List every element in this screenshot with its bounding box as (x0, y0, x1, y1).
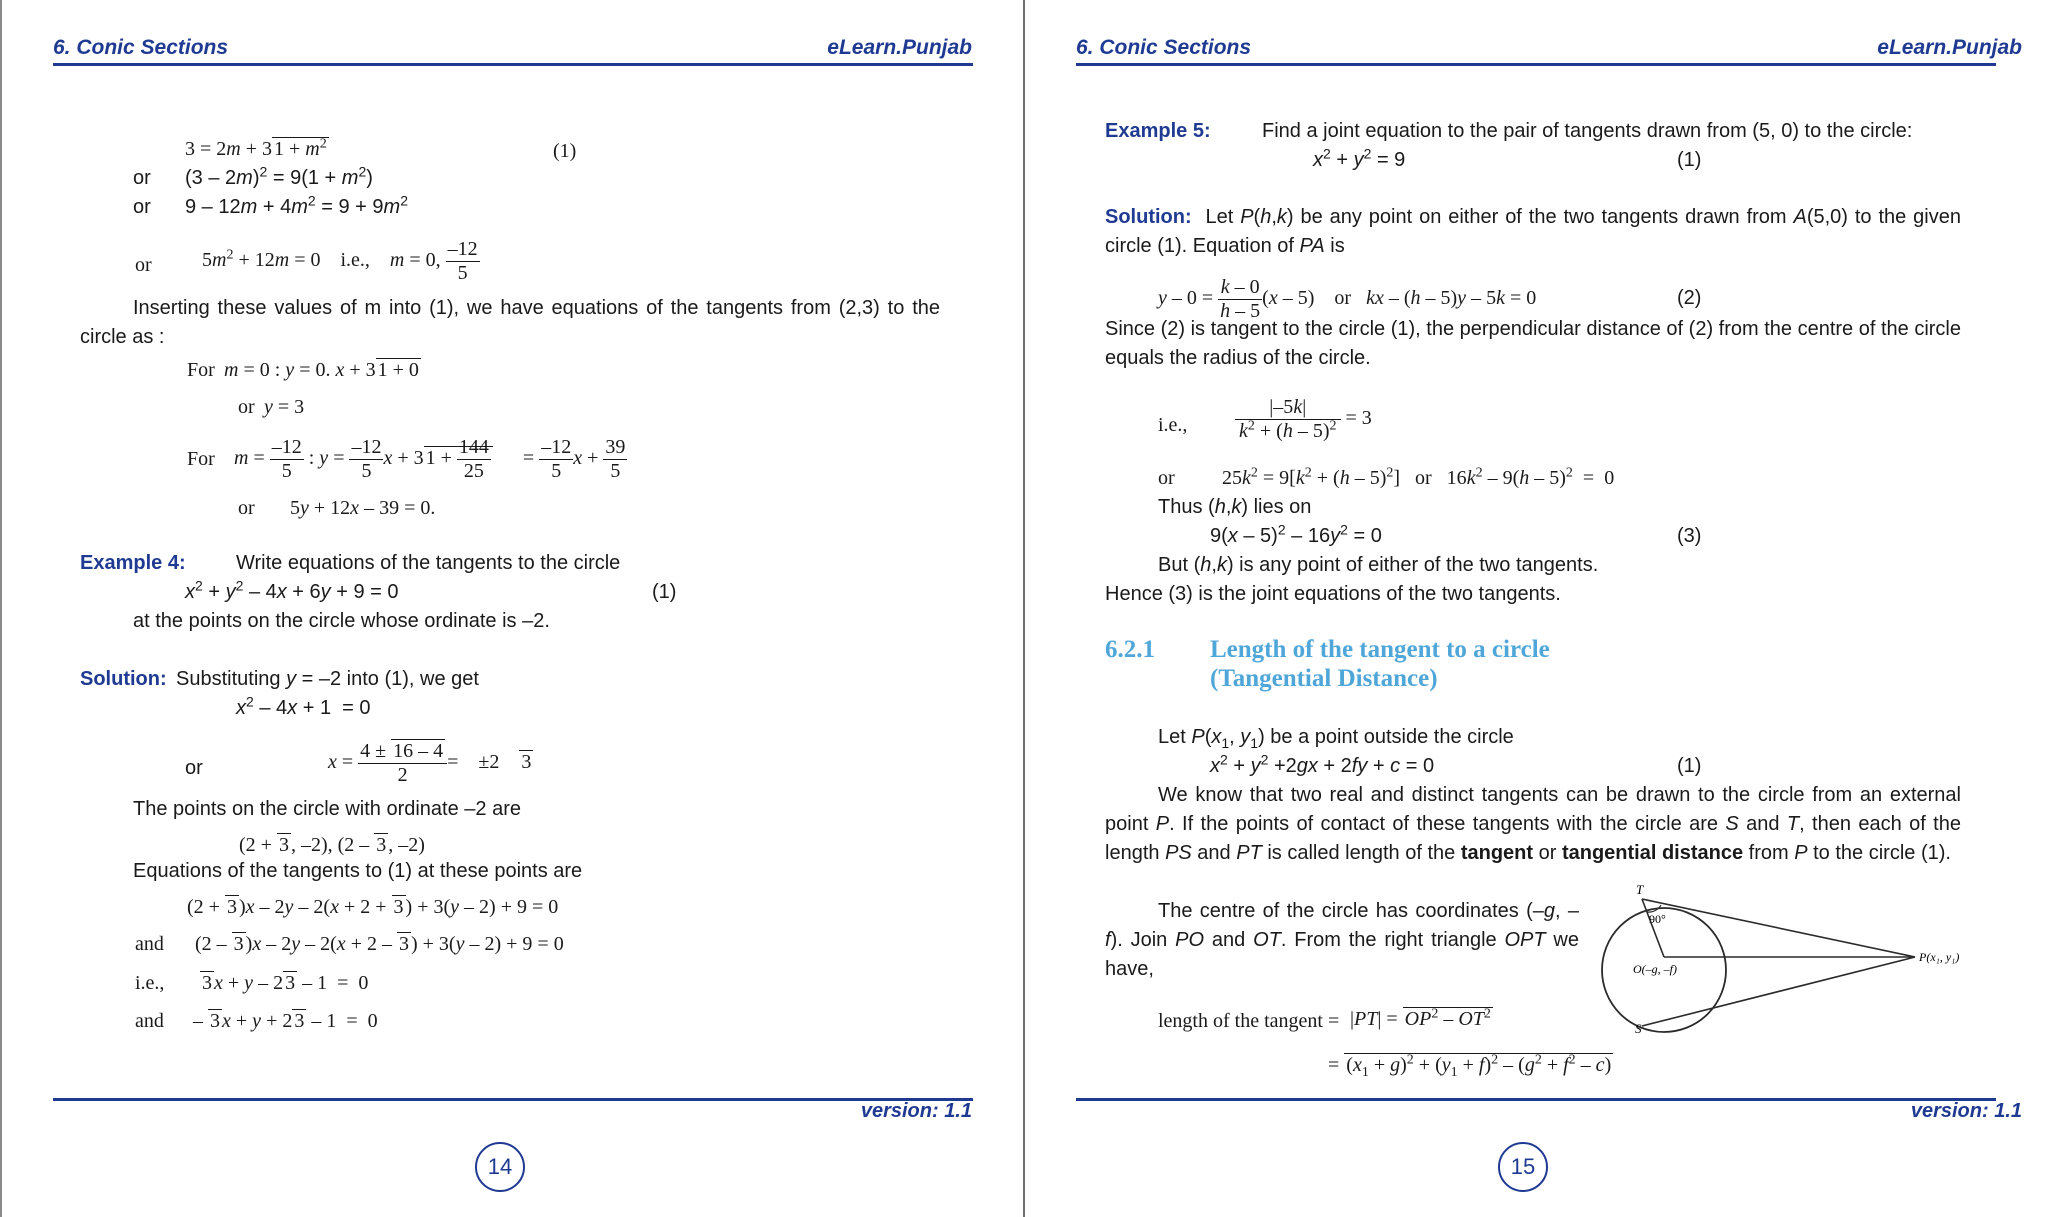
since-paragraph: Since (2) is tangent to the circle (1), the perpendicular distance of (2) from the centre of the circle equals the radius of the circle. (1105, 318, 1961, 369)
page-number: 14 (475, 1142, 525, 1192)
example-5-label: Example 5: (1105, 120, 1211, 142)
equation-4: $5m^2 + 12m = 0$ i.e., m = 0, $\frac{-12}{5}$ (202, 238, 478, 284)
version-label: version: 1.1 (1910, 1100, 2022, 1122)
example-4-line3: at the points on the circle whose ordinate is –2. (133, 610, 550, 632)
or-label: or (135, 254, 152, 276)
length-equation-2: = $(x_1 + g)^2 + (y_1 + f)^2 - (g^2 + f^2 - c)$ (1328, 1052, 1612, 1080)
solution-x-formula: x = $\frac{4 \pm 16 - 4}{2}$ = ±2 3 (328, 740, 532, 786)
solution-text: Let P(h,k) be any point on either of the two tangents drawn from A(5,0) to the given circle (1). Equation of PA is (1105, 206, 1961, 257)
for-label: For (187, 448, 215, 470)
footer-rule (53, 1098, 973, 1101)
or-label: or (1158, 467, 1175, 489)
label-o: O(–g, –f) (1633, 962, 1677, 976)
and-label: and (135, 933, 164, 955)
header-rule (1076, 63, 1996, 66)
or-label: or (238, 497, 255, 519)
thus-text: Thus (h,k) lies on (1158, 496, 1312, 518)
ie-label: i.e., (1158, 414, 1188, 436)
label-p: P(x₁, y₁) (1919, 950, 1960, 964)
pa-equation: y – 0 = $\frac{k - 0}{h - 5}$ (x – 5) or kx – (h – 5)y – 5k = 0 (1158, 276, 1537, 322)
centre-paragraph: The centre of the circle has coordinates (–g, –f). Join PO and OT. From the right triangle OPT we have, (1105, 900, 1579, 980)
label-t: T (1636, 882, 1644, 897)
equation-1: 3 = 2m + 3 $1 + m^2$ (185, 136, 327, 160)
points-list: (2 + 3 , –2), (2 – 3 , –2) (239, 834, 425, 856)
circle-equation: $x^2 + y^2 +2gx + 2fy + c = 0$ (1210, 751, 1435, 777)
locus-equation: $9(x - 5)^2 - 16y^2 = 0$ (1210, 521, 1382, 547)
example-4-label: Example 4: (80, 552, 186, 574)
solution-text: Substituting y = –2 into (1), we get (176, 668, 479, 690)
for-label: For (187, 359, 215, 381)
site-header: eLearn.Punjab (1877, 36, 2022, 59)
or-equation: $25k^2 = 9[k^2 + (h - 5)^2]$ or $16k^2 - 9(h - 5)^2 = 0$ (1222, 465, 1615, 489)
points-text: The points on the circle with ordinate –2 are (133, 798, 521, 820)
inserting-paragraph: Inserting these values of m into (1), we have equations of the tangents from (2,3) to the circle as : (80, 297, 940, 348)
equation-3: $9 - 12m + 4m^2 = 9 + 9m^2$ (185, 192, 408, 218)
solution-paragraph (1105, 203, 1961, 261)
header-rule (53, 63, 973, 66)
or-label: or (133, 167, 151, 189)
let-text: Let $P(x_1$, $y_1$) be a point outside the circle (1158, 726, 1514, 751)
equation-number: (2) (1677, 287, 1702, 309)
right-page (1025, 0, 2048, 1217)
example-5-text: Find a joint equation to the pair of tangents drawn from (5, 0) to the circle: (1262, 120, 1913, 142)
but-text: But (h,k) is any point of either of the two tangents. (1158, 554, 1599, 576)
site-header: eLearn.Punjab (827, 36, 972, 59)
tangent-result: 5y + 12x – 39 = 0. (290, 497, 436, 519)
ie-label: i.e., (135, 972, 165, 994)
tangent-eq-3: 3 x + y – 2 3 – 1 = 0 (202, 972, 369, 994)
tangent-eq-1: (2 + 3 )x – 2y – 2(x + 2 + 3 ) + 3(y – 2) + 9 = 0 (187, 896, 559, 918)
equation-2: $(3 - 2m)^2 = 9(1 + m^2)$ (185, 163, 373, 189)
hence-text: Hence (3) is the joint equations of the two tangents. (1105, 583, 1561, 605)
solution-label: Solution: (80, 668, 167, 690)
or-label: or (238, 396, 255, 418)
equation-number: (1) (1677, 755, 1702, 777)
tangent-m0: m = 0 : y = 0. x + 3 1 + 0 (224, 359, 419, 381)
equations-text: Equations of the tangents to (1) at these points are (133, 860, 583, 882)
section-number: 6.2.1 (1105, 636, 1155, 663)
know-paragraph: We know that two real and distinct tangents can be drawn to the circle from an external point P. If the points of contact of these tangents with the circle are S and T, then each of the length PS and PT is called length of the tangent or tangential distance from P to the circle (1). (1105, 784, 1961, 864)
distance-equation: $\frac{|-5k|}{k^2 + (h - 5)^2}$ = 3 (1235, 396, 1372, 443)
equation-number: (1) (553, 140, 577, 162)
equation-number: (1) (652, 581, 677, 603)
and-label: and (135, 1010, 164, 1032)
chapter-header: 6. Conic Sections (1076, 36, 1252, 59)
solution-label: Solution: (1105, 206, 1192, 228)
example-4-equation: $x^2 + y^2 - 4x + 6y + 9 = 0$ (185, 577, 399, 603)
length-equation: $|PT| = OP^2 - OT^2$ (1350, 1006, 1491, 1030)
tangent-diagram (1575, 875, 2005, 1035)
or-label: or (133, 196, 151, 218)
tangent-m-neg12-5: m = $\frac{-12}{5}$ : y = $\frac{-12}{5}$ x + 3 1 + $\frac{144}{25}$ = $\frac{-12}{5}$ x + $\frac{39}{5}$ (234, 436, 626, 482)
length-label: length of the tangent = (1158, 1010, 1340, 1032)
page-number: 15 (1498, 1142, 1548, 1192)
tangent-line-ps (1642, 957, 1915, 1026)
solution-equation: $x^2 - 4x + 1 = 0$ (236, 693, 371, 719)
footer-rule (1076, 1098, 1996, 1101)
label-s: S (1635, 1021, 1642, 1035)
example-5-equation: $x^2 + y^2 = 9$ (1313, 145, 1406, 171)
y-equals-3: y = 3 (264, 396, 305, 418)
section-subtitle: (Tangential Distance) (1210, 665, 1438, 692)
label-90: 90° (1649, 912, 1666, 926)
or-label: or (185, 757, 203, 779)
tangent-line-pt (1642, 899, 1915, 957)
version-label: version: 1.1 (860, 1100, 972, 1122)
chapter-header: 6. Conic Sections (53, 36, 229, 59)
equation-number: (1) (1677, 149, 1702, 171)
equation-number: (3) (1677, 525, 1702, 547)
section-title: Length of the tangent to a circle (1210, 636, 1550, 663)
example-4-text: Write equations of the tangents to the circle (236, 552, 621, 574)
left-page (0, 0, 1023, 1217)
tangent-eq-4: – 3 x + y + 2 3 – 1 = 0 (193, 1010, 378, 1032)
tangent-eq-2: (2 – 3 )x – 2y – 2(x + 2 – 3 ) + 3(y – 2) + 9 = 0 (195, 933, 564, 955)
